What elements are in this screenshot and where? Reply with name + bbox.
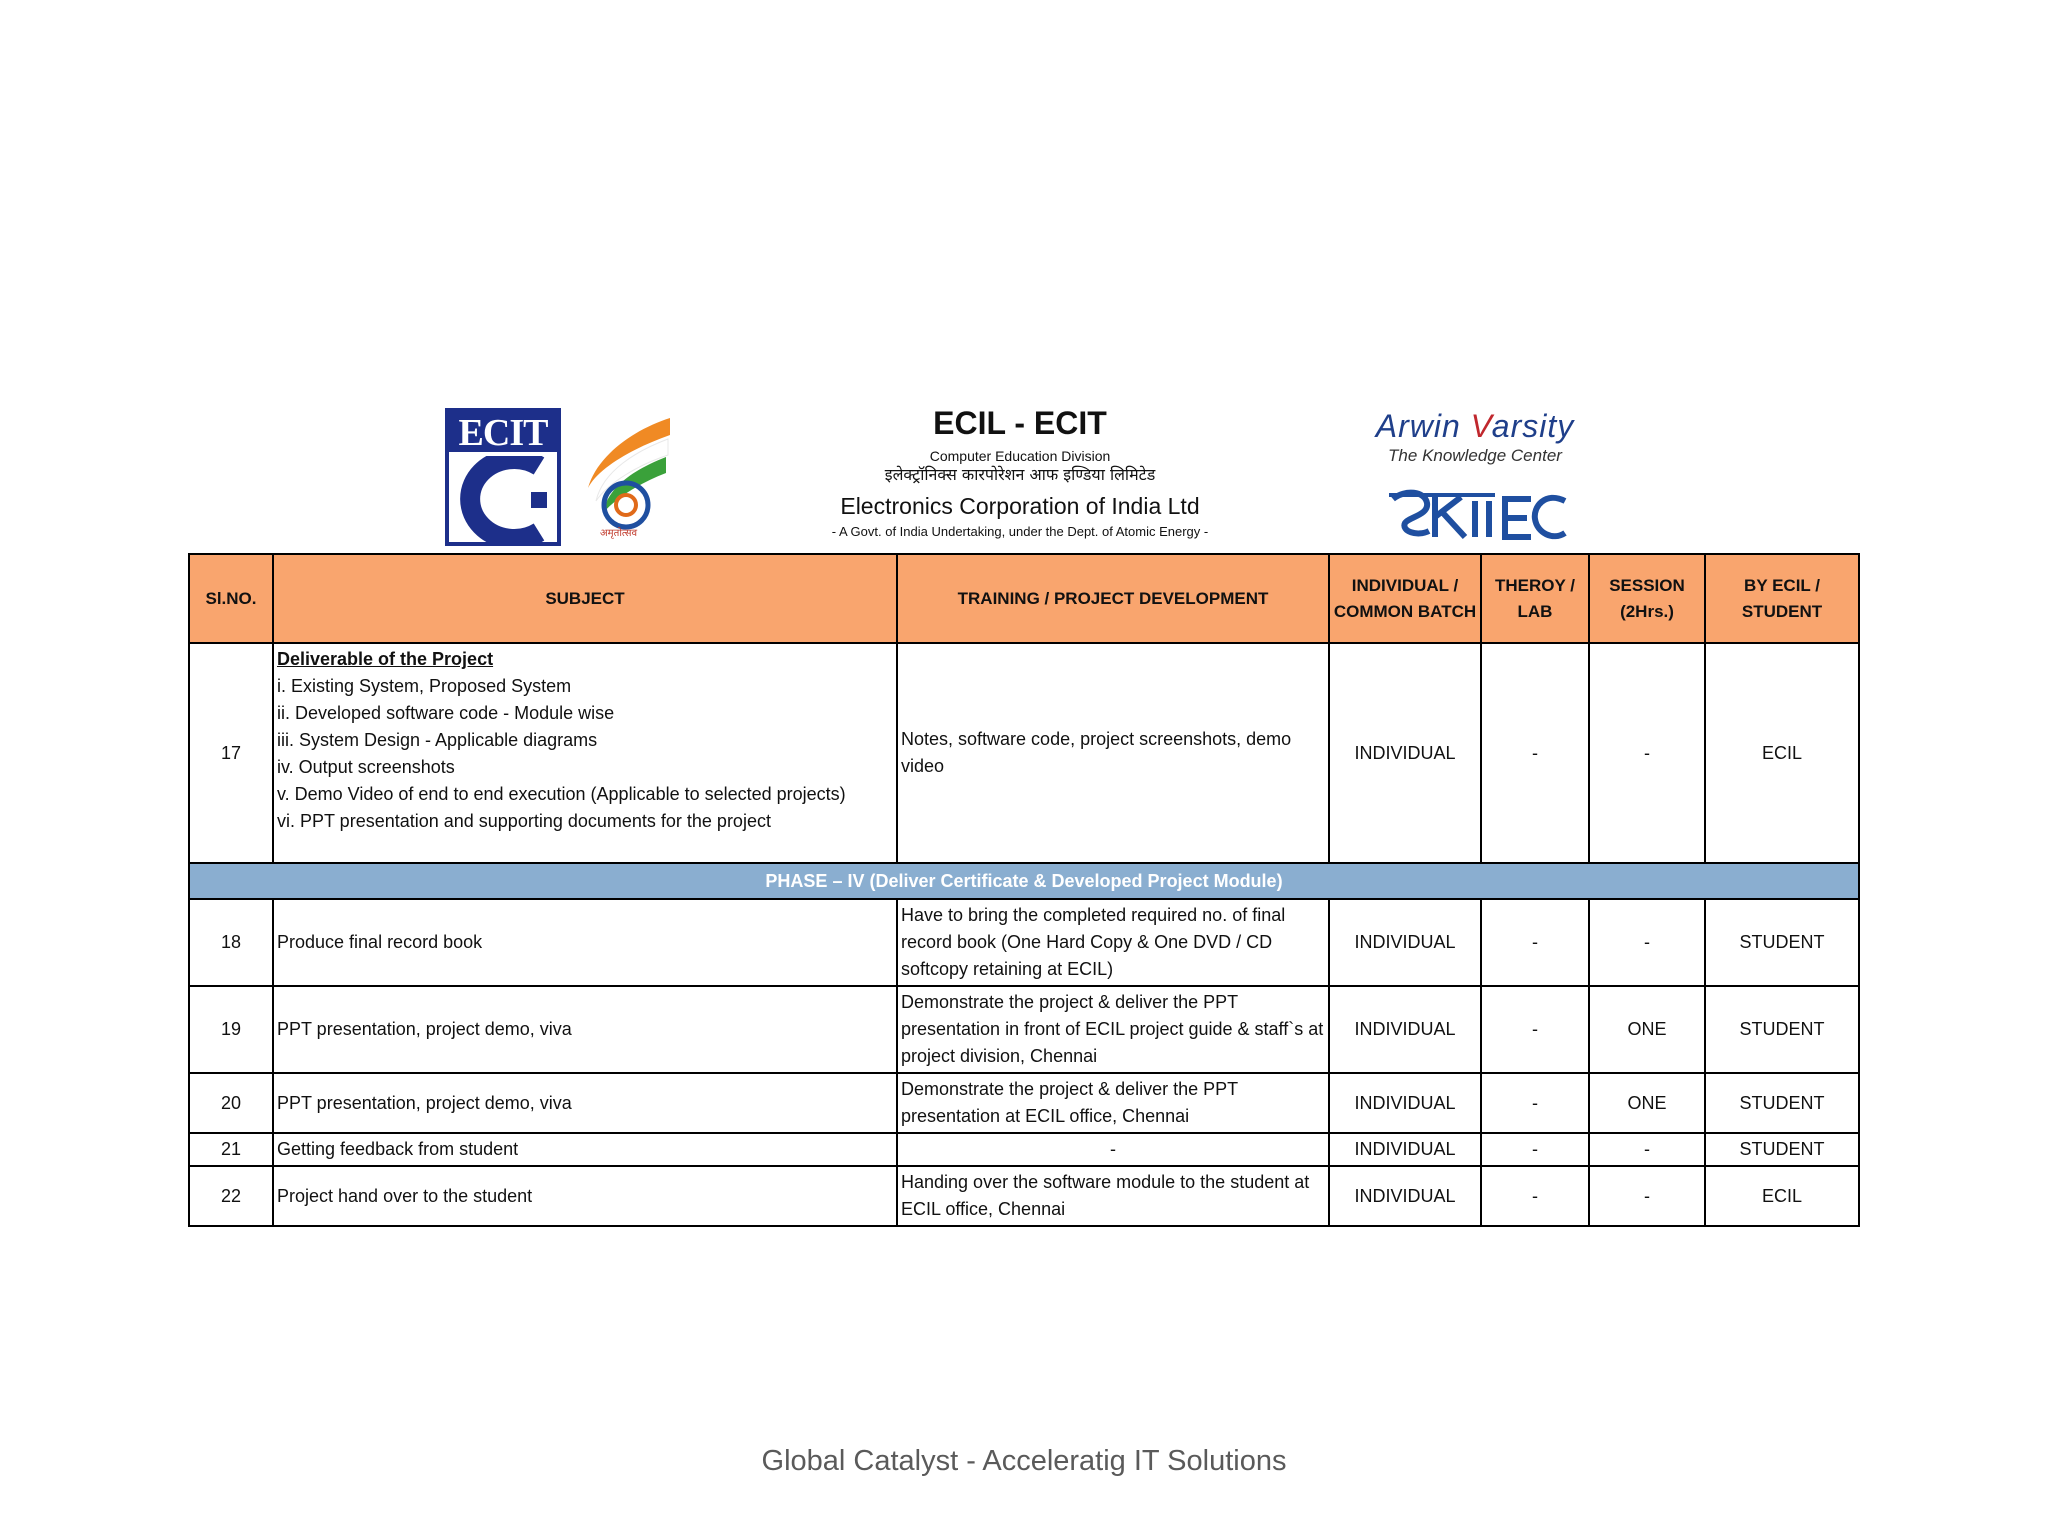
- cell-theory: -: [1481, 643, 1589, 863]
- header-by: BY ECIL / STUDENT: [1705, 554, 1859, 643]
- company-tagline: - A Govt. of India Undertaking, under the Dept. of Atomic Energy -: [831, 524, 1209, 539]
- cell-by: STUDENT: [1705, 1133, 1859, 1166]
- header-session: SESSION (2Hrs.): [1589, 554, 1705, 643]
- cell-by: STUDENT: [1705, 899, 1859, 986]
- cell-theory: -: [1481, 986, 1589, 1073]
- cell-subject: Getting feedback from student: [273, 1133, 897, 1166]
- ikatec-logo-icon: [1385, 487, 1570, 545]
- curriculum-table: [188, 553, 1860, 1227]
- cell-slno: 17: [189, 643, 273, 863]
- cell-training: Handing over the software module to the student at ECIL office, Chennai: [897, 1166, 1329, 1226]
- tricolor-flame-icon: [578, 413, 678, 543]
- arwin-varsity-logo: [1360, 407, 1590, 467]
- cell-theory: -: [1481, 1073, 1589, 1133]
- cell-by: ECIL: [1705, 1166, 1859, 1226]
- cell-training: Demonstrate the project & deliver the PPT presentation at ECIL office, Chennai: [897, 1073, 1329, 1133]
- deliverable-item: iii. System Design - Applicable diagrams: [277, 730, 598, 750]
- phase-row: [189, 863, 1859, 899]
- cell-slno: 22: [189, 1166, 273, 1226]
- cell-session: -: [1589, 899, 1705, 986]
- arwin-name: Arwin Varsity: [1375, 408, 1575, 444]
- cell-session: -: [1589, 1133, 1705, 1166]
- cell-individual: INDIVIDUAL: [1329, 1073, 1481, 1133]
- cell-individual: INDIVIDUAL: [1329, 986, 1481, 1073]
- cell-individual: INDIVIDUAL: [1329, 1166, 1481, 1226]
- deliverable-item: vi. PPT presentation and supporting documents for the project: [277, 811, 771, 831]
- cell-theory: -: [1481, 1133, 1589, 1166]
- arwin-tagline: The Knowledge Center: [1388, 446, 1562, 465]
- document-header: [0, 395, 2048, 555]
- cell-slno: 20: [189, 1073, 273, 1133]
- cell-subject: PPT presentation, project demo, viva: [273, 1073, 897, 1133]
- deliverable-item: ii. Developed software code - Module wise: [277, 703, 615, 723]
- cell-session: -: [1589, 1166, 1705, 1226]
- table-row: [189, 1166, 1859, 1226]
- ecit-c-mark-icon: [453, 456, 553, 542]
- header-subject: SUBJECT: [273, 554, 897, 643]
- cell-subject: Project hand over to the student: [273, 1166, 897, 1226]
- cell-individual: INDIVIDUAL: [1329, 899, 1481, 986]
- cell-slno: 21: [189, 1133, 273, 1166]
- header-theory: THEROY / LAB: [1481, 554, 1589, 643]
- cell-by: ECIL: [1705, 643, 1859, 863]
- cell-training: Have to bring the completed required no. of final record book (One Hard Copy & One DVD / CD softcopy retaining at ECIL): [897, 899, 1329, 986]
- deliverable-item: i. Existing System, Proposed System: [277, 676, 572, 696]
- cell-training: Demonstrate the project & deliver the PPT presentation in front of ECIL project guide & staff`s at project division, Chennai: [897, 986, 1329, 1073]
- cell-session: ONE: [1589, 1073, 1705, 1133]
- header-training: TRAINING / PROJECT DEVELOPMENT: [897, 554, 1329, 643]
- cell-slno: 18: [189, 899, 273, 986]
- division-label: Computer Education Division: [929, 448, 1111, 464]
- cell-individual: INDIVIDUAL: [1329, 643, 1481, 863]
- table-row: [189, 899, 1859, 986]
- table-header-row: [189, 554, 1859, 643]
- deliverable-title: Deliverable of the Project: [277, 649, 494, 669]
- cell-by: STUDENT: [1705, 986, 1859, 1073]
- deliverable-item: v. Demo Video of end to end execution (Applicable to selected projects): [277, 784, 846, 804]
- emblem-caption: अमृतोत्सव: [600, 528, 638, 539]
- cell-individual: INDIVIDUAL: [1329, 1133, 1481, 1166]
- header-slno: Sl.NO.: [189, 554, 273, 643]
- cell-theory: -: [1481, 1166, 1589, 1226]
- table-row: [189, 1073, 1859, 1133]
- ecit-logo: [445, 408, 561, 546]
- amrit-mahotsav-emblem: [578, 413, 678, 543]
- deliverable-item: iv. Output screenshots: [277, 757, 455, 777]
- cell-session: ONE: [1589, 986, 1705, 1073]
- table-row: [189, 643, 1859, 863]
- cell-session: -: [1589, 643, 1705, 863]
- cell-subject: PPT presentation, project demo, viva: [273, 986, 897, 1073]
- hindi-company-name: इलेक्ट्रॉनिक्स कारपोरेशन आफ इण्डिया लिमिटेड: [884, 465, 1156, 484]
- phase-label: PHASE – IV (Deliver Certificate & Developed Project Module): [189, 863, 1859, 899]
- title-block: [760, 403, 1280, 541]
- table-row: [189, 986, 1859, 1073]
- cell-by: STUDENT: [1705, 1073, 1859, 1133]
- header-individual: INDIVIDUAL / COMMON BATCH: [1329, 554, 1481, 643]
- cell-training: -: [897, 1133, 1329, 1166]
- table-row: [189, 1133, 1859, 1166]
- page-title: ECIL - ECIT: [933, 405, 1107, 441]
- cell-subject: [273, 643, 897, 863]
- footer-text: Global Catalyst - Acceleratig IT Solutions: [761, 1445, 1287, 1477]
- ecit-logo-text: ECIT: [449, 412, 557, 452]
- cell-subject: Produce final record book: [273, 899, 897, 986]
- cell-training: Notes, software code, project screenshots, demo video: [897, 643, 1329, 863]
- company-name: Electronics Corporation of India Ltd: [840, 493, 1200, 519]
- cell-slno: 19: [189, 986, 273, 1073]
- cell-theory: -: [1481, 899, 1589, 986]
